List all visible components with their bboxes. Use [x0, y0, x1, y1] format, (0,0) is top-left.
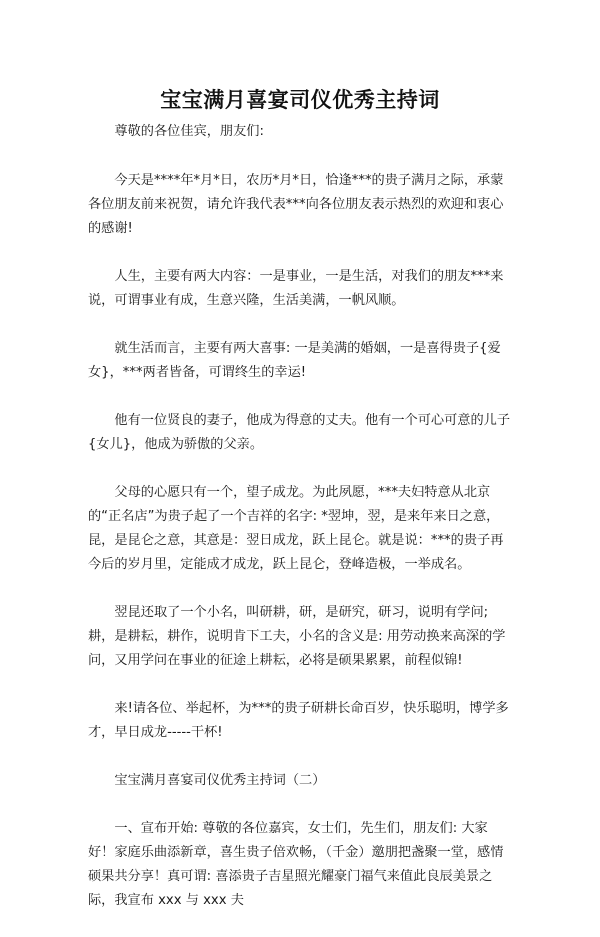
body-paragraph: 今天是****年*月*日，农历*月*日，恰逢***的贵子满月之际，承蒙各位朋友前来祝贺，请允许我代表***向各位朋友表示热烈的欢迎和衷心的感谢!	[88, 173, 504, 236]
body-paragraph: 翌昆还取了一个小名，叫研耕，研，是研究，研习，说明有学问;耕，是耕耘，耕作，说明肯下工夫，小名的含义是: 用劳动换来高深的学问，又用学问在事业的征途上耕耘，必将是硕果累累，前程似锦!	[88, 605, 506, 668]
document-body	[88, 120, 512, 937]
body-paragraph: 就生活而言，主要有两大喜事: 一是美满的婚姻，一是喜得贵子{爱女}，***两者皆备，可谓终生的幸运!	[88, 341, 501, 380]
body-paragraph: 人生，主要有两大内容：一是事业，一是生活，对我们的朋友***来说，可谓事业有成，生意兴隆，生活美满，一帆风顺。	[88, 269, 504, 308]
body-paragraph: 一、宣布开始: 尊敬的各位嘉宾，女士们，先生们，朋友们: 大家好！家庭乐曲添新章，喜生贵子倍欢畅，（千金）邀朋把盏聚一堂，感情硕果共分享！真可谓: 喜添贵子吉星照光耀豪门福气来值此良辰美景之际，我宣布 xxx 与 xxx 夫	[88, 821, 504, 908]
body-paragraph: 来!请各位、举起杯，为***的贵子研耕长命百岁，快乐聪明，博学多才，早日成龙-----干杯!	[88, 701, 509, 740]
body-paragraph: 他有一位贤良的妻子，他成为得意的丈夫。他有一个可心可意的儿子{女儿}，他成为骄傲的父亲。	[88, 413, 511, 452]
salutation-paragraph: 尊敬的各位佳宾，朋友们:	[114, 124, 264, 139]
document-title: 宝宝满月喜宴司仪优秀主持词	[160, 88, 440, 112]
section-heading: 宝宝满月喜宴司仪优秀主持词（二）	[114, 773, 326, 788]
body-paragraph: 父母的心愿只有一个，望子成龙。为此夙愿，***夫妇特意从北京的“正名店”为贵子起了一个吉祥的名字: *翌坤，翌，是来年来日之意，昆，是昆仑之意，其意是：翌日成龙，跃上昆仑。就是说：***的贵子再今后的岁月里，定能成才成龙，跃上昆仑，登峰造极，一举成名。	[88, 485, 504, 572]
